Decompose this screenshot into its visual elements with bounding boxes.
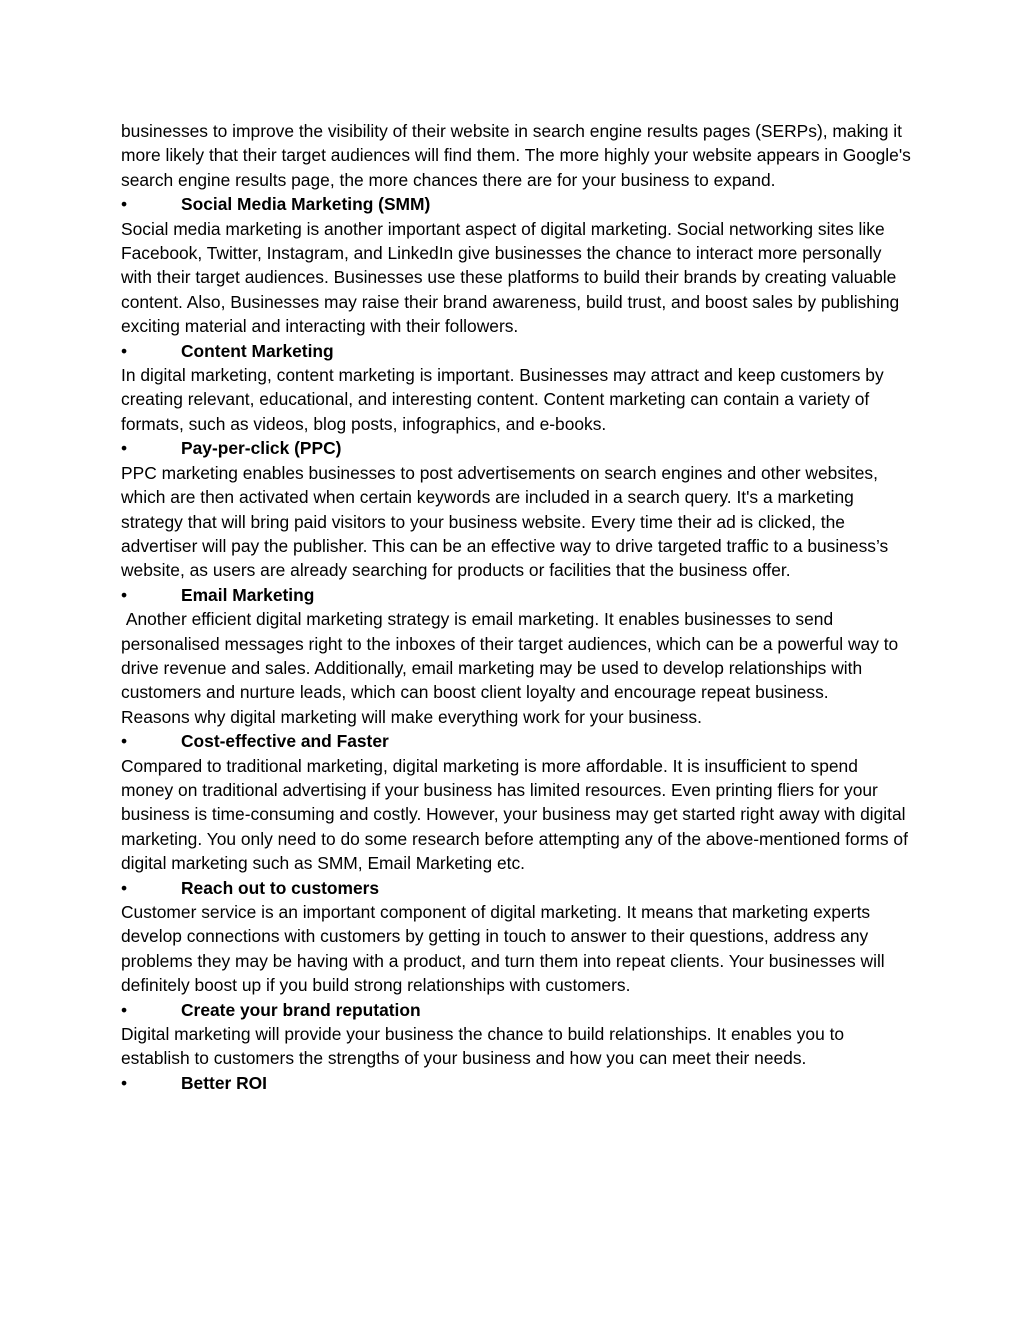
paragraph-reach-customers: Customer service is an important component of digital marketing. It means that marketing experts develop connections with customers by getting in touch to answer to their questions, address any problems they may be having with a product, and turn them into repeat clients. Your businesses will definitely boost up if you build strong relationships with customers. xyxy=(121,902,890,996)
bullet-item-better-roi xyxy=(121,1071,911,1095)
paragraph-seo-continued: businesses to improve the visibility of their website in search engine results pages (SERPs), making it more likely that their target audiences will find them. The more highly your website appears in Google's search engine results page, the more chances there are for your business to expand. xyxy=(121,121,916,190)
paragraph-email-marketing: Another efficient digital marketing strategy is email marketing. It enables businesses to send personalised messages right to the inboxes of their target audiences, which can be a powerful way to drive revenue and sales. Additionally, email marketing may be used to develop relationships with customers and nurture leads, which can boost client loyalty and encourage repeat business. xyxy=(121,609,904,703)
bullet-item-content-marketing xyxy=(121,339,911,363)
bullet-item-smm xyxy=(121,192,911,216)
section-heading: Better ROI xyxy=(181,1072,268,1093)
bullet-item-reach-customers xyxy=(121,876,911,900)
bullet-marker: • xyxy=(121,194,128,215)
bullet-marker: • xyxy=(121,999,128,1020)
paragraph-content-marketing: In digital marketing, content marketing is important. Businesses may attract and keep customers by creating relevant, educational, and interesting content. Content marketing can contain a variety of formats, such as videos, blog posts, infographics, and e-books. xyxy=(121,365,889,434)
bullet-item-ppc xyxy=(121,436,911,460)
bullet-item-brand-reputation xyxy=(121,998,911,1022)
document-body xyxy=(121,119,916,1095)
bullet-marker: • xyxy=(121,438,128,459)
bullet-item-cost-effective xyxy=(121,729,911,753)
bullet-item-email-marketing xyxy=(121,583,911,607)
paragraph-brand-reputation: Digital marketing will provide your business the chance to build relationships. It enables you to establish to customers the strengths of your business and how you can meet their needs. xyxy=(121,1024,849,1069)
paragraph-cost-effective: Compared to traditional marketing, digital marketing is more affordable. It is insufficient to spend money on traditional advertising if your business has limited resources. Even printing fliers for your business is time-consuming and costly. However, your business may get started right away with digital marketing. You only need to do some research before attempting any of the above-mentioned forms of digital marketing such as SMM, Email Marketing etc. xyxy=(121,755,913,874)
section-heading: Social Media Marketing (SMM) xyxy=(181,194,431,215)
section-heading: Create your brand reputation xyxy=(181,999,421,1020)
paragraph-ppc: PPC marketing enables businesses to post advertisements on search engines and other websites, which are then activated when certain keywords are included in a search query. It's a marketing strategy that will bring paid visitors to your business website. Every time their ad is clicked, the advertiser will pay the publisher. This can be an effective way to drive targeted traffic to a business’s website, as users are already searching for products or facilities that the business offer. xyxy=(121,462,894,581)
section-heading: Content Marketing xyxy=(181,340,334,361)
section-heading: Reach out to customers xyxy=(181,877,380,898)
paragraph-smm: Social media marketing is another important aspect of digital marketing. Social networking sites like Facebook, Twitter, Instagram, and LinkedIn give businesses the chance to interact more personally with their target audiences. Businesses use these platforms to build their brands by creating valuable content. Also, Businesses may raise their brand awareness, build trust, and boost sales by publishing exciting material and interacting with their followers. xyxy=(121,218,905,337)
bullet-marker: • xyxy=(121,877,128,898)
bullet-marker: • xyxy=(121,731,128,752)
section-heading: Pay-per-click (PPC) xyxy=(181,438,342,459)
bullet-marker: • xyxy=(121,584,128,605)
bullet-marker: • xyxy=(121,1072,128,1093)
bullet-marker: • xyxy=(121,340,128,361)
section-heading: Email Marketing xyxy=(181,584,315,605)
paragraph-reasons-intro: Reasons why digital marketing will make everything work for your business. xyxy=(121,706,702,727)
section-heading: Cost-effective and Faster xyxy=(181,731,389,752)
